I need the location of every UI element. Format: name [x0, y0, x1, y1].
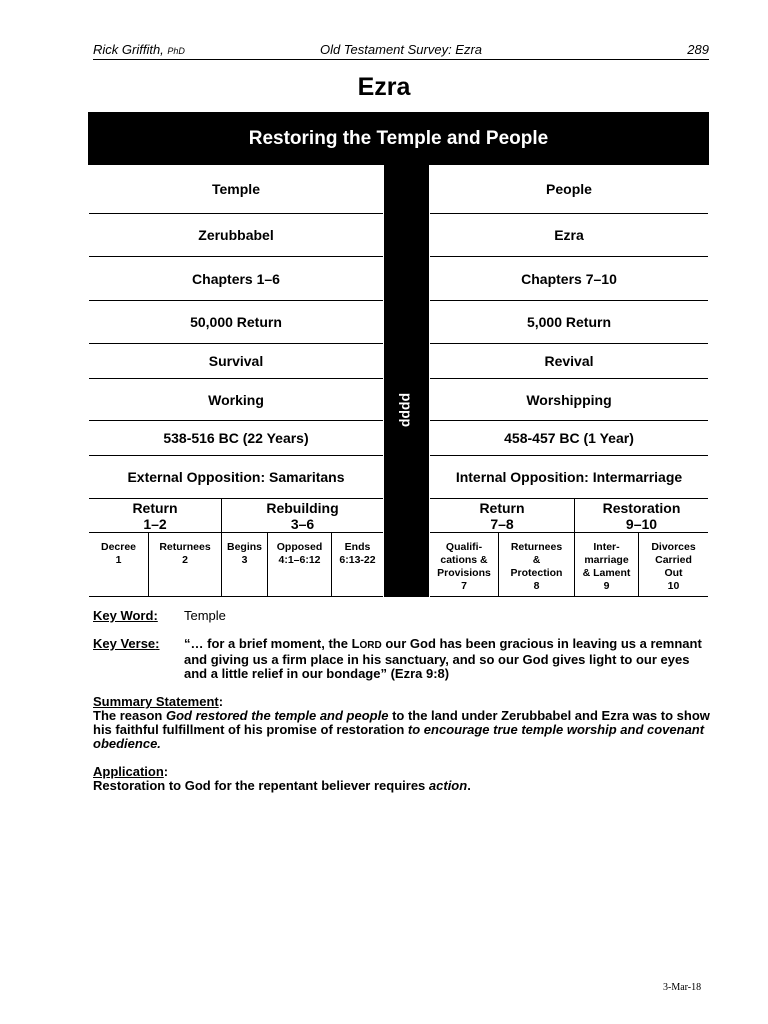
- chapter-3: Begins 3: [222, 533, 268, 596]
- chapter-4: Opposed 4:1–6:12: [268, 533, 332, 596]
- section-return-7-8: Return 7–8: [430, 499, 575, 532]
- left-row-theme: Temple: [89, 165, 383, 214]
- right-row-return: 5,000 Return: [430, 301, 708, 344]
- chapter-1: Decree 1: [89, 533, 149, 596]
- right-row-opposition: Internal Opposition: Intermarriage: [430, 456, 708, 499]
- left-row-leader: Zerubbabel: [89, 214, 383, 257]
- key-word: Key Word: Temple: [93, 609, 713, 623]
- header-page-number: 289: [687, 42, 709, 57]
- key-word-value: Temple: [184, 608, 226, 623]
- left-row-chapters: Chapters 1–6: [89, 257, 383, 301]
- right-row-chapters: Chapters 7–10: [430, 257, 708, 301]
- left-row-state: Survival: [89, 344, 383, 379]
- section-return-1-2: Return 1–2: [89, 499, 222, 532]
- left-row-return: 50,000 Return: [89, 301, 383, 344]
- book-notes: [93, 609, 713, 793]
- right-row-theme: People: [430, 165, 708, 214]
- left-sections: [89, 499, 383, 533]
- key-verse-text: “… for a brief moment, the LORD our God has been gracious in leaving us a remnant and giving us a firm place in his sanctuary, and so our God gives light to our eyes and a little relief in our bondage” (Ezra 9:8): [184, 636, 702, 681]
- divider-label: pppp: [398, 392, 415, 428]
- section-rebuilding-3-6: Rebuilding 3–6: [266, 499, 339, 532]
- left-row-dates: 538-516 BC (22 Years): [89, 421, 383, 456]
- right-row-dates: 458-457 BC (1 Year): [430, 421, 708, 456]
- page-header: [93, 43, 709, 60]
- chapter-6: Ends 6:13-22: [339, 541, 376, 566]
- key-verse: Key Verse: “… for a brief moment, the LORD our God has been gracious in leaving us a remnant and giving us a firm place in his sanctuary, and so our God gives light to our eyes and a little relief in our bondage” (Ezra 9:8): [93, 637, 713, 681]
- summary-statement: Summary Statement: The reason God restored the temple and people to the land under Zerubbabel and Ezra was to show his faithful fulfillment of his promise of restoration to encourage true temple worship and covenant obedience.: [93, 695, 713, 751]
- chapter-8: Returnees & Protection 8: [499, 533, 575, 596]
- page-title: Ezra: [357, 73, 411, 101]
- header-author: Rick Griffith, PhD: [93, 42, 185, 57]
- footer-date: 3-Mar-18: [663, 982, 702, 993]
- left-row-activity: Working: [89, 379, 383, 421]
- chapter-2: Returnees 2: [149, 533, 222, 596]
- right-row-activity: Worshipping: [430, 379, 708, 421]
- left-chapters: [89, 533, 383, 597]
- right-row-state: Revival: [430, 344, 708, 379]
- chart-title: Restoring the Temple and People: [88, 112, 709, 165]
- left-row-opposition: External Opposition: Samaritans: [89, 456, 383, 499]
- chart-divider-bar: [384, 165, 429, 597]
- right-chapters: [430, 533, 708, 597]
- chapter-7: Qualifi- cations & Provisions 7: [430, 533, 499, 596]
- chapter-9: Inter- marriage & Lament 9: [575, 533, 639, 596]
- author-degree: PhD: [167, 46, 185, 56]
- summary-text: The reason God restored the temple and people to the land under Zerubbabel and Ezra was to show his faithful fulfillment of his promise of restoration to encourage true temple worship and covenant obedience.: [93, 708, 710, 751]
- chapter-10: Divorces Carried Out 10: [651, 541, 696, 592]
- right-sections: [430, 499, 708, 533]
- ezra-overview-chart: [88, 112, 710, 598]
- header-course: Old Testament Survey: Ezra: [319, 42, 483, 57]
- right-row-leader: Ezra: [430, 214, 708, 257]
- application-text: Restoration to God for the repentant believer requires action.: [93, 778, 471, 793]
- application: Application: Restoration to God for the repentant believer requires action.: [93, 765, 713, 793]
- section-restoration-9-10: Restoration 9–10: [602, 499, 681, 532]
